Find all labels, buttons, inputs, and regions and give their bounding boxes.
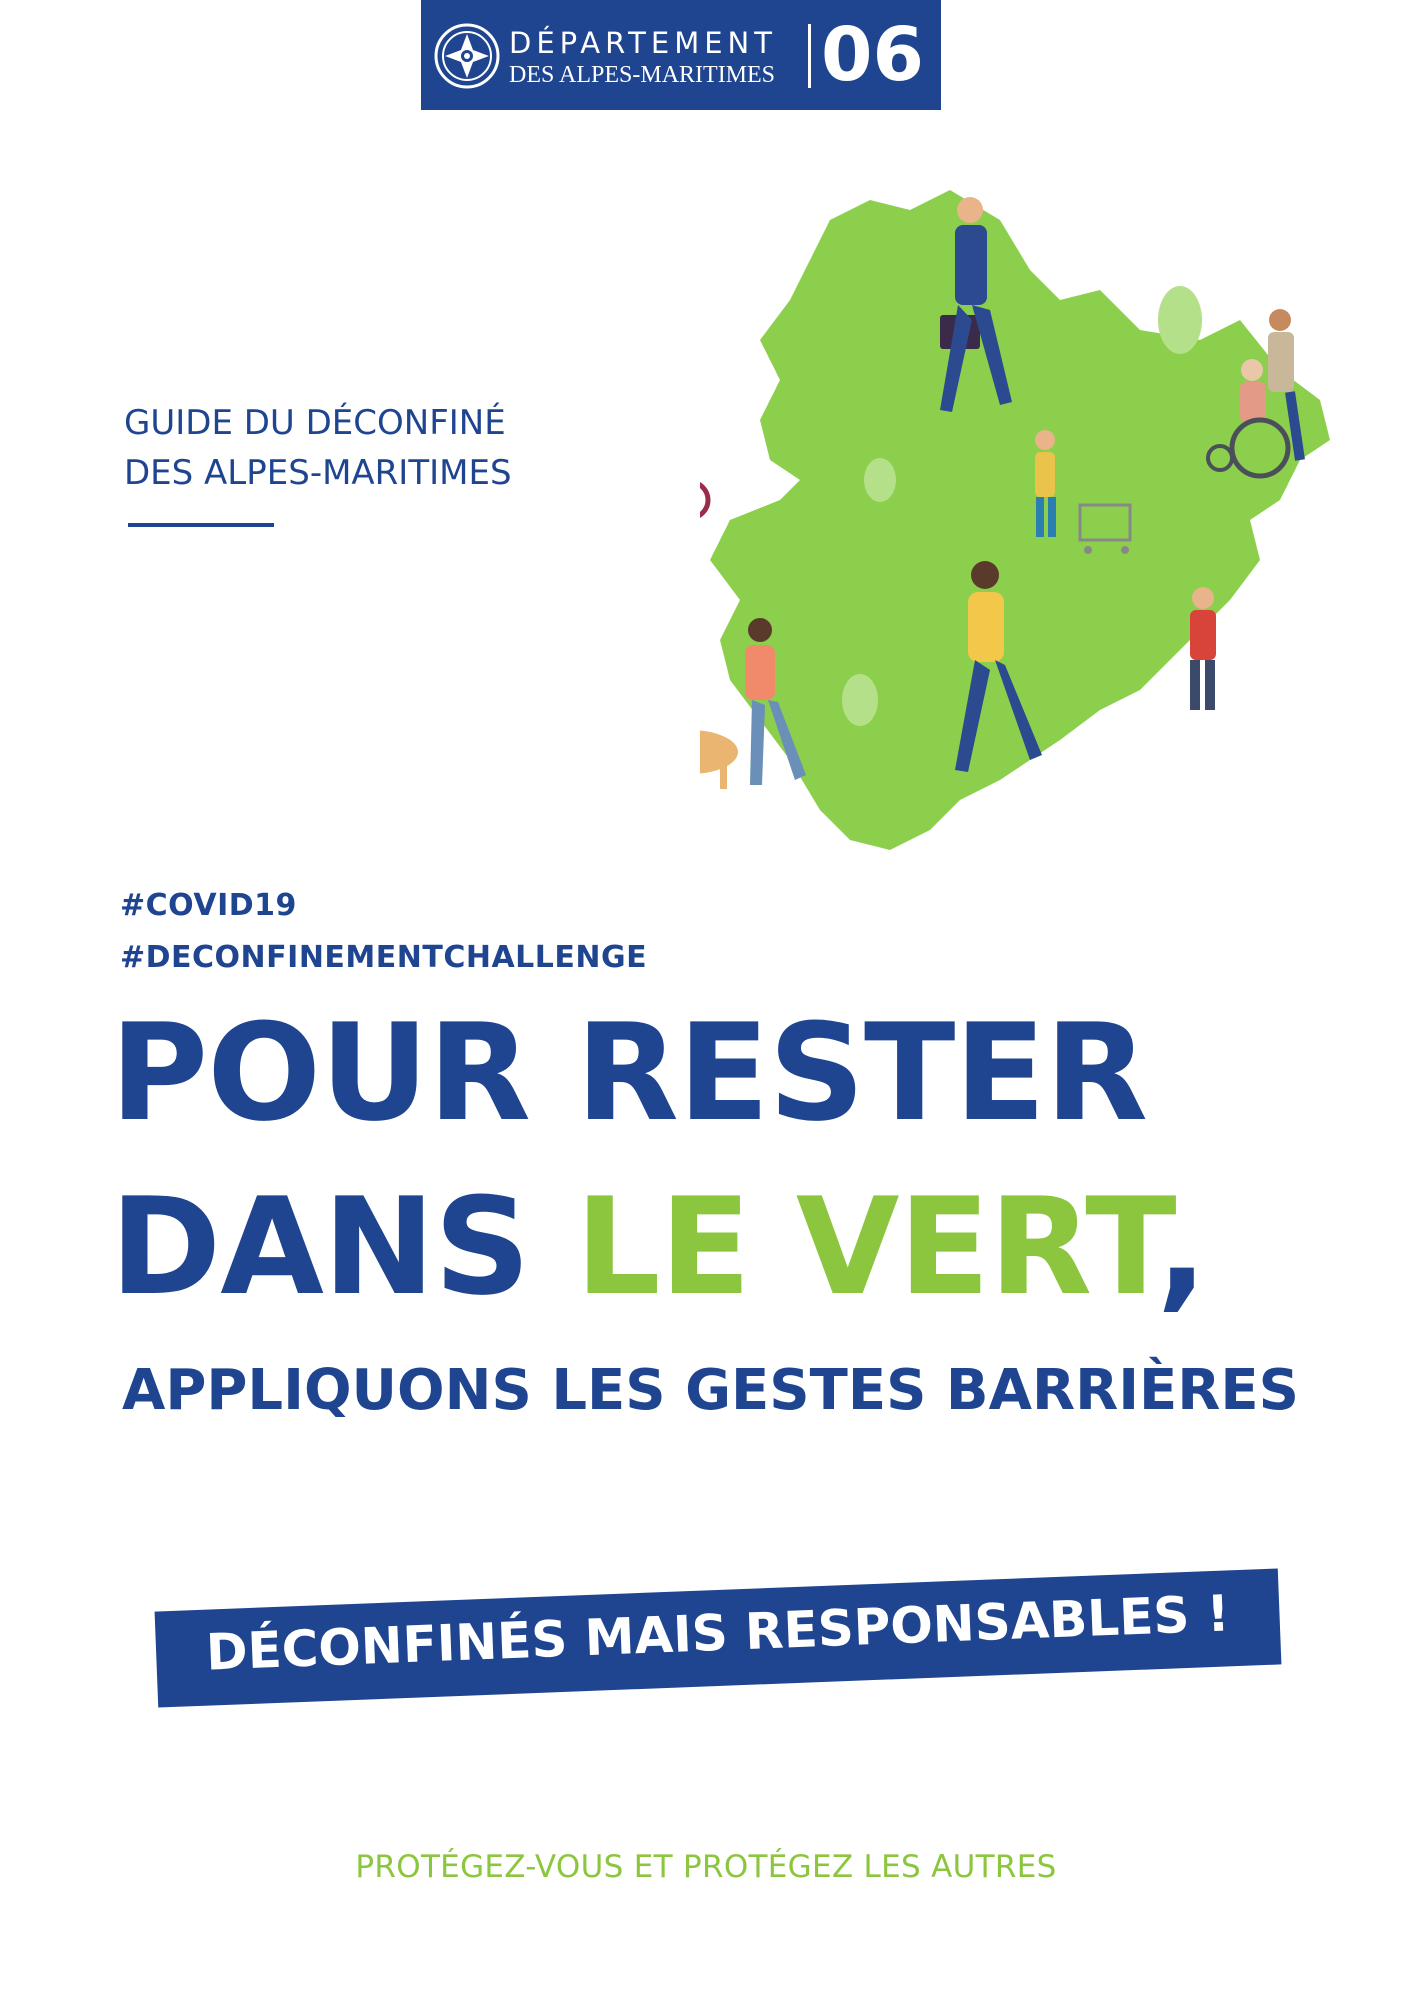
guide-underline bbox=[128, 523, 274, 527]
emblem-icon bbox=[433, 22, 501, 90]
headline-subtitle: APPLIQUONS LES GESTES BARRIÈRES bbox=[122, 1358, 1299, 1423]
headline-green-words: LE VERT bbox=[575, 1169, 1157, 1325]
logo-line1: DÉPARTEMENT bbox=[509, 26, 777, 60]
map-icon bbox=[710, 190, 1330, 850]
logo-line2: DES ALPES-MARITIMES bbox=[509, 62, 776, 88]
guide-title-line2: DES ALPES-MARITIMES bbox=[124, 453, 512, 493]
headline-blue-word: DANS bbox=[110, 1169, 530, 1325]
hashtag-challenge: #DECONFINEMENTCHALLENGE bbox=[120, 940, 648, 975]
footer-tagline: PROTÉGEZ-VOUS ET PROTÉGEZ LES AUTRES bbox=[355, 1849, 1057, 1885]
headline-line2 bbox=[110, 1169, 1207, 1325]
slogan-text: DÉCONFINÉS MAIS RESPONSABLES ! bbox=[205, 1584, 1231, 1682]
slogan-banner bbox=[155, 1568, 1282, 1707]
headline-line1: POUR RESTER bbox=[110, 995, 1148, 1151]
guide-title bbox=[124, 398, 512, 498]
logo-separator bbox=[808, 24, 811, 88]
guide-title-line1: GUIDE DU DÉCONFINÉ bbox=[124, 403, 506, 443]
department-logo bbox=[421, 0, 941, 110]
cyclist-icon bbox=[700, 421, 708, 518]
department-number: 06 bbox=[821, 12, 924, 98]
hashtag-covid: #COVID19 bbox=[120, 888, 297, 923]
headline-comma: , bbox=[1156, 1169, 1207, 1325]
map-illustration bbox=[700, 180, 1360, 860]
